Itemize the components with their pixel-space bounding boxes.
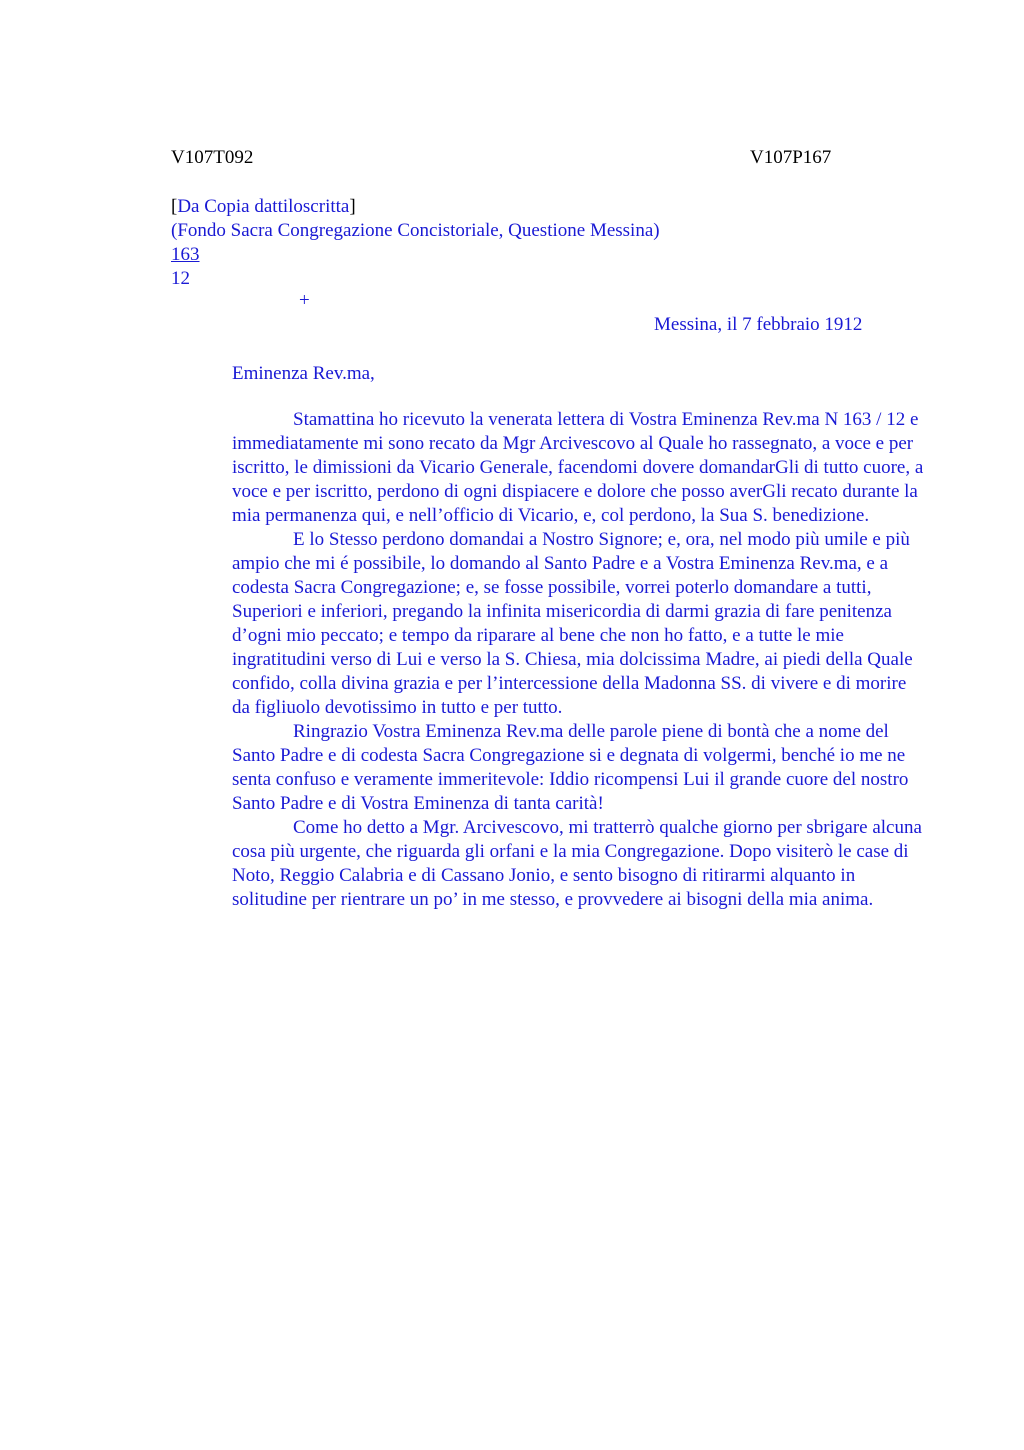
source-text: Da Copia dattiloscritta xyxy=(177,196,350,217)
text-line: senta confuso e veramente immeritevole: Iddio ricompensi Lui il grande cuore del nostro xyxy=(232,769,909,790)
text-line: confido, colla divina grazia e per l’intercessione della Madonna SS. di vivere e di morire xyxy=(232,673,907,694)
text-line: d’ogni mio peccato; e tempo da riparare al bene che non ho fatto, e a tutte le mie xyxy=(232,625,844,646)
text-line: codesta Sacra Congregazione; e, se fosse possibile, vorrei poterlo domandare a tutti, xyxy=(232,577,872,598)
text-line: cosa più urgente, che riguarda gli orfani e la mia Congregazione. Dopo visiterò le case di xyxy=(232,841,909,862)
source-bracket-close: ] xyxy=(349,196,356,217)
text-line: solitudine per rientrare un po’ in me stesso, e provvedere ai bisogni della mia anima. xyxy=(232,889,874,910)
source-line xyxy=(171,195,931,219)
text-line: Superiori e inferiori, pregando la infinita misericordia di darmi grazia di fare penitenza xyxy=(232,601,892,622)
text-line: Noto, Reggio Calabria e di Cassano Jonio, e sento bisogno di ritirarmi alquanto in xyxy=(232,865,856,886)
protocol-number: 163 xyxy=(171,244,200,265)
text-line: E lo Stesso perdono domandai a Nostro Signore; e, ora, nel modo più umile e più xyxy=(293,529,910,550)
text-line: iscritto, le dimissioni da Vicario Generale, facendomi dovere domandarGli di tutto cuore, a xyxy=(232,457,924,478)
text-line: ingratitudini verso di Lui e verso la S. Chiesa, mia dolcissima Madre, ai piedi della Quale xyxy=(232,649,913,670)
source-bracket-open: [ xyxy=(171,196,178,217)
paragraph-2 xyxy=(171,528,931,720)
document-code-left: V107T092 xyxy=(171,147,254,168)
document-code-right: V107P167 xyxy=(750,147,832,168)
text-line: ampio che mi é possibile, lo domando al Santo Padre e a Vostra Eminenza Rev.ma, e a xyxy=(232,553,889,574)
paragraph-3 xyxy=(171,720,931,816)
letter-body xyxy=(171,408,931,912)
cross-symbol: + xyxy=(299,290,310,311)
source-block xyxy=(171,195,931,291)
text-line: Stamattina ho ricevuto la venerata lettera di Vostra Eminenza Rev.ma N 163 / 12 e xyxy=(293,409,919,430)
text-line: mia permanenza qui, e nell’officio di Vicario, e, col perdono, la Sua S. benedizione. xyxy=(232,505,870,526)
text-line: Santo Padre e di Vostra Eminenza di tanta carità! xyxy=(232,793,604,814)
protocol-sub: 12 xyxy=(171,268,190,289)
text-line: Santo Padre e di codesta Sacra Congregazione si e degnata di volgermi, benché io me ne xyxy=(232,745,906,766)
paragraph-4 xyxy=(171,816,931,912)
paragraph-1 xyxy=(171,408,931,528)
text-line: Ringrazio Vostra Eminenza Rev.ma delle parole piene di bontà che a nome del xyxy=(293,721,889,742)
salutation: Eminenza Rev.ma, xyxy=(232,363,375,384)
date-line: Messina, il 7 febbraio 1912 xyxy=(654,314,863,335)
fondo-line: (Fondo Sacra Congregazione Concistoriale, Questione Messina) xyxy=(171,220,660,241)
text-line: da figliuolo devotissimo in tutto e per tutto. xyxy=(232,697,563,718)
text-line: Come ho detto a Mgr. Arcivescovo, mi tratterrò qualche giorno per sbrigare alcuna xyxy=(293,817,922,838)
text-line: voce e per iscritto, perdono di ogni dispiacere e dolore che posso averGli recato durante la xyxy=(232,481,918,502)
text-line: immediatamente mi sono recato da Mgr Arcivescovo al Quale ho rassegnato, a voce e per xyxy=(232,433,914,454)
